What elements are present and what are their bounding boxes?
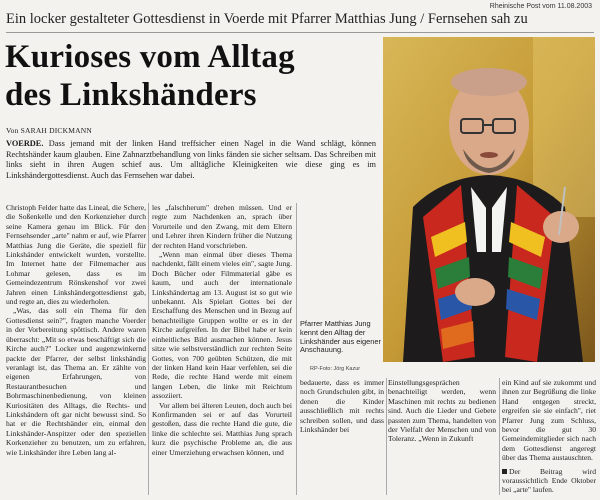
pastor-photo	[383, 37, 595, 362]
paragraph: „Was, das soll ein Thema für den Gottesdienst sein?", fragten manche Voerder in der Vorbereitung spöttisch. Andere waren überrascht: „Mit so etwas beschäftigt sich die Kirche auch?" Locker und augenzwinkernd packte der Pfarrer, der selbst linkshändig veranlagt ist, das Thema an. Er zählte von eigenen Erfahrungen, von Restaurantbesuchen und Bohrmaschinenbedienung, von kleinen Kuriositäten des Alltags, die Rechts- und Linkshändern oft gar nicht bewusst sind. So hat er die Rechtshänder ein, einmal den Linkshänder-Anspitzer oder den speziellen Korkenzieher zu benutzen, um zu erfahren, wie Linkshänder ihre Leben lang al-	[6, 306, 146, 457]
paragraph: Christoph Felder hatte das Lineal, die Schere, die Soßenkelle und den Korkenzieher durch seine Kamera genau im Blick. Für den Fernsehsender „arte" nahm er auf, wie Pfarrer Matthias Jung die Geräte, die speziell für Linkshänder entwickelt wurden, vorstellte. Im Internet hatte der Filmemacher aus Lohmar gelesen, dass es im Gemeindezentrum Rönskenshof vor zwei Jahren einen Linkshändergottesdienst gab, und regte an, dies zu wiederholen.	[6, 203, 146, 307]
intro-text: Dass jemand mit der linken Hand treffsicher einen Nagel in die Wand schlägt, können Rechtshänder kaum glauben. Eine Zahnarztbehandlung von links fänden sie sicher seltsam. Das Schreiben mit links sieht in ihren Augen schief aus. Um alltägliche Kleinigkeiten wie diese ging es im Linkshändergottesdienst. Auch das Fernsehen war dabei.	[6, 139, 376, 180]
photo-credit: RP-Foto: Jörg Kazur	[310, 366, 361, 372]
byline: Von SARAH DICKMANN	[6, 126, 92, 135]
headline-line-1: Kurioses vom Alltag	[5, 39, 295, 75]
column-divider	[386, 378, 387, 495]
bullet-square-icon	[502, 469, 507, 474]
paragraph: bedauerte, dass es immer noch Grundschulen gibt, in denen die Kinder ausschließlich mit rechts schreiben sollen, und dass Linkshänder bei	[300, 378, 384, 435]
intro-paragraph	[6, 139, 376, 181]
article-column-1	[6, 203, 146, 498]
source-line: Rheinische Post vom 11.08.2003	[489, 3, 592, 10]
kicker-headline: Ein locker gestalteter Gottesdienst in Voerde mit Pfarrer Matthias Jung / Fernsehen sah zu	[6, 11, 528, 27]
article-column-3	[300, 378, 384, 498]
paragraph: Vor allem bei älteren Leuten, doch auch bei Konfirmanden sei er auf das Vorurteil gestoßen, dass die rechte Hand die gute, die linke die schlechte sei. Matthias Jung sprach kurz die psychische Probleme an, die aus einer Umerziehung erwachsen können, und	[152, 400, 292, 457]
pastor-photo-illustration	[383, 37, 595, 362]
column-divider	[148, 203, 149, 495]
column-divider	[499, 378, 500, 495]
photo-caption: Pfarrer Matthias Jung kennt den Alltag der Linkshänder aus eigener Anschauung.	[300, 319, 381, 355]
paragraph: les „falschherum" drehen müssen. Und er regte zum Nachdenken an, sprach über Vorurteile und den Zwang, mit dem Eltern und Lehrer ihren Kindern früher die Nutzung der rechten Hand vorschrieben.	[152, 203, 292, 250]
broadcast-note-text: Der Beitrag wird voraussichtlich Ende Oktober bei „arte" laufen.	[502, 466, 596, 495]
headline-line-2: des Linkshänders	[5, 77, 257, 113]
broadcast-note	[502, 467, 596, 495]
article-column-2	[152, 203, 292, 498]
paragraph: „Wenn man einmal über dieses Thema nachdenkt, fällt einem vieles ein", sagte Jung. Doch Bücher oder Filmmaterial gäbe es kaum, und auch der internationale Linkshändertag am 13. August ist so gut wie unbekannt. Als Spielart Gottes bei der Erschaffung des Menschen und in Bezug auf benachteiligte Gruppen wollte er es in der Kirche aufgreifen. In der Bibel habe er kein einheitliches Bild ausmachen können. Jesus sitze wie selbstverständlich zur rechten Seite Gottes, von 700 geübten Schützen, die mit der linken Hand kein Haar verfehlen, sei die Rede, die rechte Hand werde mit einem langen Leben, die linke mit Reichtum assoziiert.	[152, 250, 292, 401]
intro-dateline: VOERDE.	[6, 139, 44, 148]
paragraph: ein Kind auf sie zukommt und ihnen zur Begrüßung die linke Hand entgegen streckt, ergreifen sie sie einfach", riet Pfarrer Jung zum Schluss, bevor die gut 30 Gemeindemitglieder sich nach dem Gottesdienst angeregt über das Thema austauschten.	[502, 378, 596, 463]
article-column-5	[502, 378, 596, 498]
main-headline	[5, 38, 385, 114]
column-divider	[296, 203, 297, 495]
article-column-4	[388, 378, 496, 498]
kicker-divider	[6, 32, 594, 33]
paragraph: Einstellungsgesprächen benachteiligt werden, wenn Maschinen mit rechts zu bedienen sind. Auch die Lieder und Gebete passten zum Thema, handelten von der Vielfalt der Menschen und von Toleranz. „Wenn in Zukunft	[388, 378, 496, 444]
